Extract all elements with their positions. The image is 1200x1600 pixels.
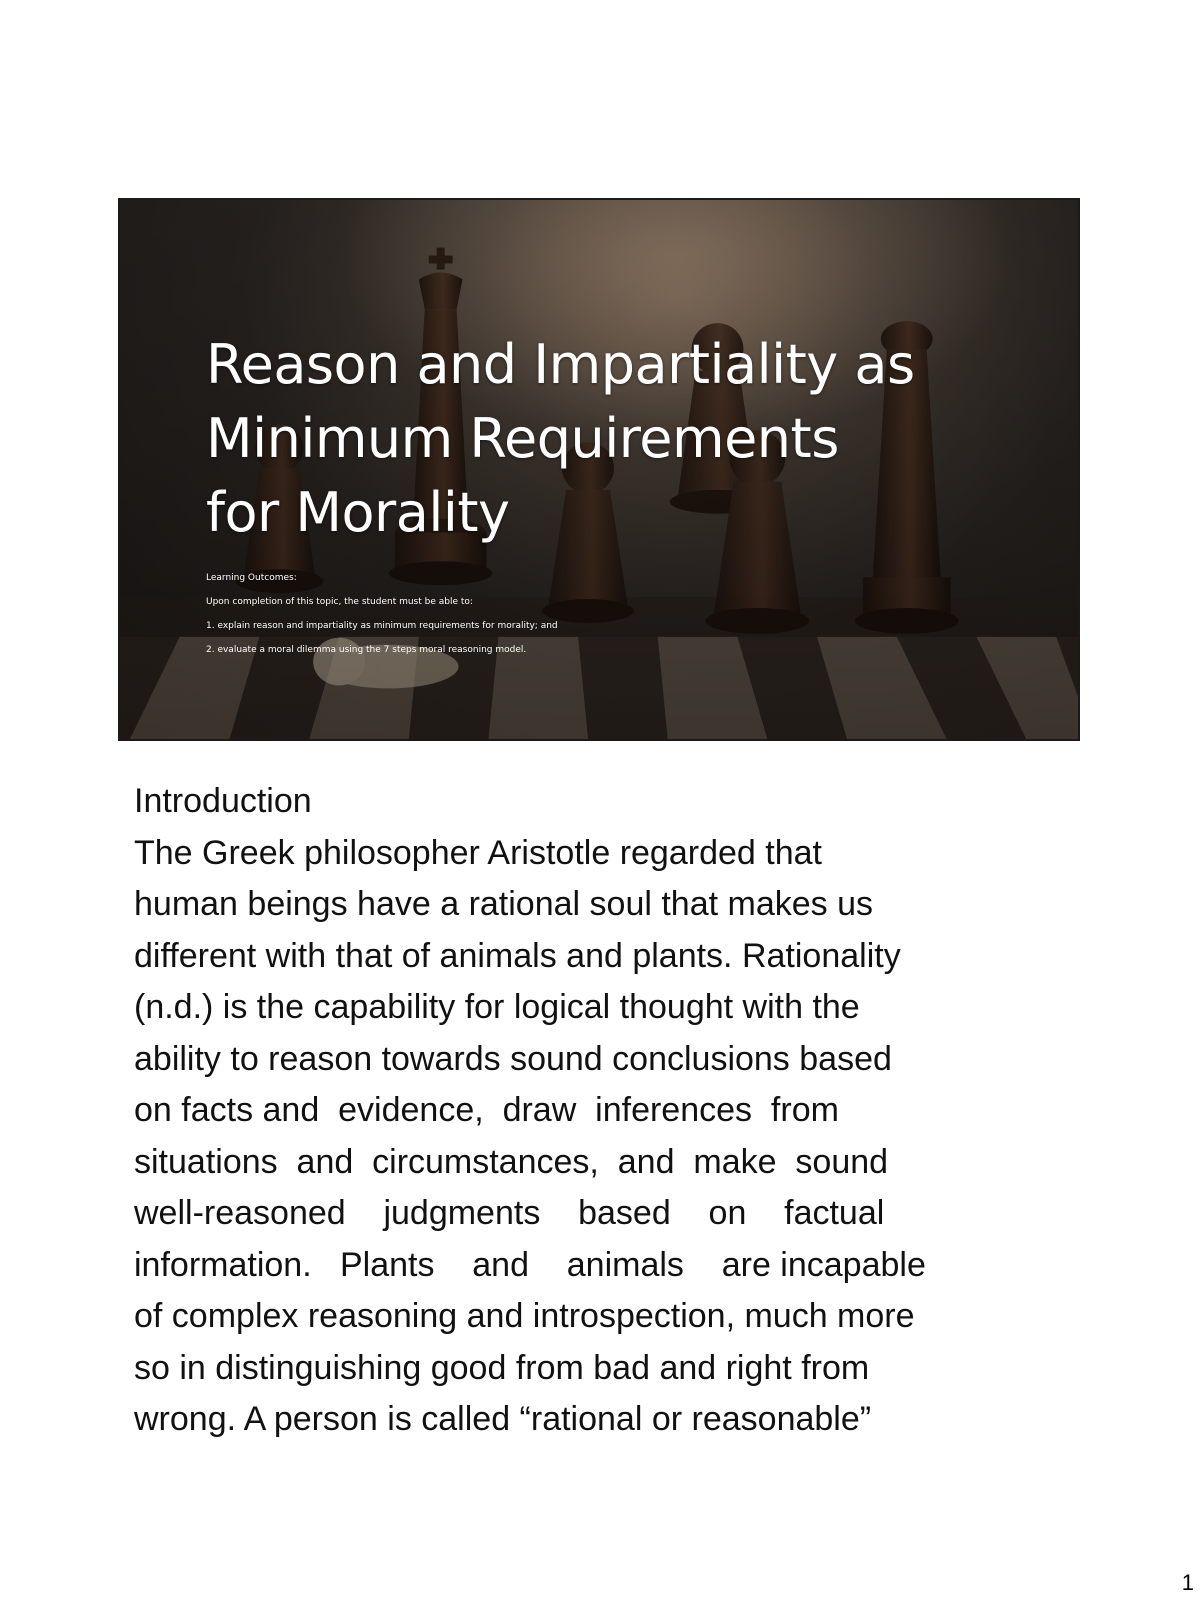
- title-slide: [118, 198, 1080, 741]
- paragraph-line: of complex reasoning and introspection, much more: [134, 1297, 915, 1335]
- outcomes-heading: Learning Outcomes:: [206, 573, 297, 583]
- paragraph-line: well-reasoned judgments based on factual: [134, 1194, 885, 1232]
- title-line: Reason and Impartiality as: [206, 333, 915, 396]
- slide-title: [206, 328, 1026, 550]
- notes-body: [134, 776, 1074, 1446]
- paragraph-line: wrong. A person is called “rational or reasonable”: [134, 1400, 872, 1438]
- paragraph-line: information. Plants and animals are incapable: [134, 1245, 926, 1284]
- paragraph-line: ability to reason towards sound conclusions based: [134, 1039, 892, 1078]
- paragraph-line: different with that of animals and plants. Rationality: [134, 936, 901, 975]
- title-line: Minimum Requirements: [206, 407, 839, 470]
- outcome-item: 1. explain reason and impartiality as minimum requirements for morality; and: [206, 621, 558, 631]
- section-heading: Introduction: [134, 782, 312, 820]
- title-line: for Morality: [206, 481, 510, 544]
- page-number: 1: [1181, 1570, 1194, 1595]
- paragraph-line: (n.d.) is the capability for logical thought with the: [134, 988, 860, 1026]
- learning-outcomes: [206, 566, 906, 662]
- outcome-item: 2. evaluate a moral dilemma using the 7 steps moral reasoning model.: [206, 645, 527, 655]
- paragraph-line: human beings have a rational soul that makes us: [134, 885, 874, 923]
- outcomes-intro: Upon completion of this topic, the student must be able to:: [206, 597, 473, 607]
- paragraph-line: so in distinguishing good from bad and right from: [134, 1348, 870, 1387]
- paragraph-line: on facts and evidence, draw inferences from: [134, 1091, 839, 1129]
- paragraph-line: The Greek philosopher Aristotle regarded that: [134, 833, 822, 872]
- paragraph-line: situations and circumstances, and make sound: [134, 1142, 889, 1181]
